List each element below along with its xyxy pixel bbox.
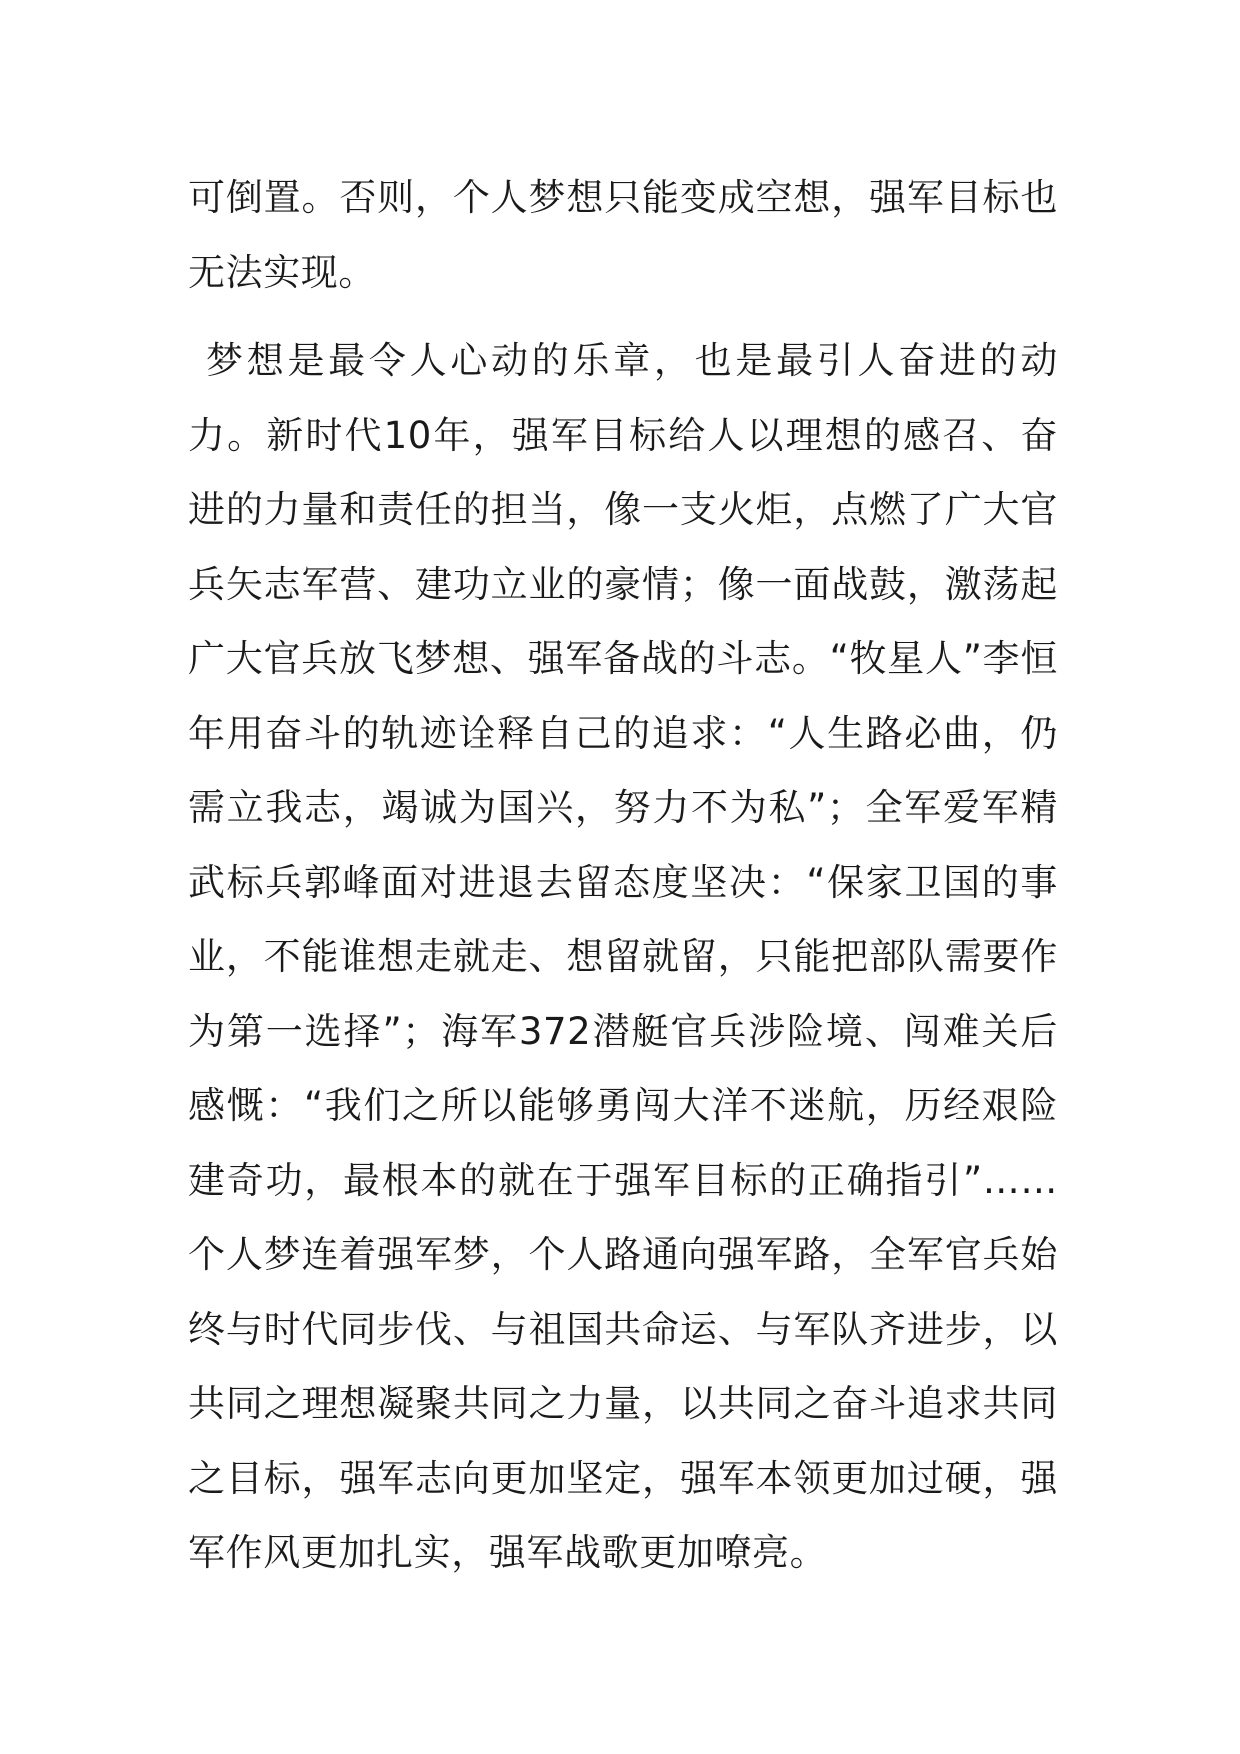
paragraph-continued: 可倒置。否则，个人梦想只能变成空想，强军目标也无法实现。 xyxy=(188,176,1058,294)
paragraph-dream: 梦想是最令人心动的乐章，也是最引人奋进的动力。新时代10年，强军目标给人以理想的感召、奋进的力量和责任的担当，像一支火炬，点燃了广大官兵矢志军营、建功立业的豪情；像一面战鼓，激荡起广大官兵放飞梦想、强军备战的斗志。“牧星人”李恒年用奋斗的轨迹诠释自己的追求：“人生路必曲，仍需立我志，竭诚为国兴，努力不为私”；全军爱军精武标兵郭峰面对进退去留态度坚决：“保家卫国的事业，不能谁想走就走、想留就留，只能把部队需要作为第一选择”；海军372潜艇官兵涉险境、闯难关后感慨：“我们之所以能够勇闯大洋不迷航，历经艰险建奇功，最根本的就在于强军目标的正确指引”……个人梦连着强军梦，个人路通向强军路，全军官兵始终与时代同步伐、与祖国共命运、与军队齐进步，以共同之理想凝聚共同之力量，以共同之奋斗追求共同之目标，强军志向更加坚定，强军本领更加过硬，强军作风更加扎实，强军战歌更加嘹亮。 xyxy=(188,339,1058,1574)
document-body xyxy=(188,161,1058,1591)
